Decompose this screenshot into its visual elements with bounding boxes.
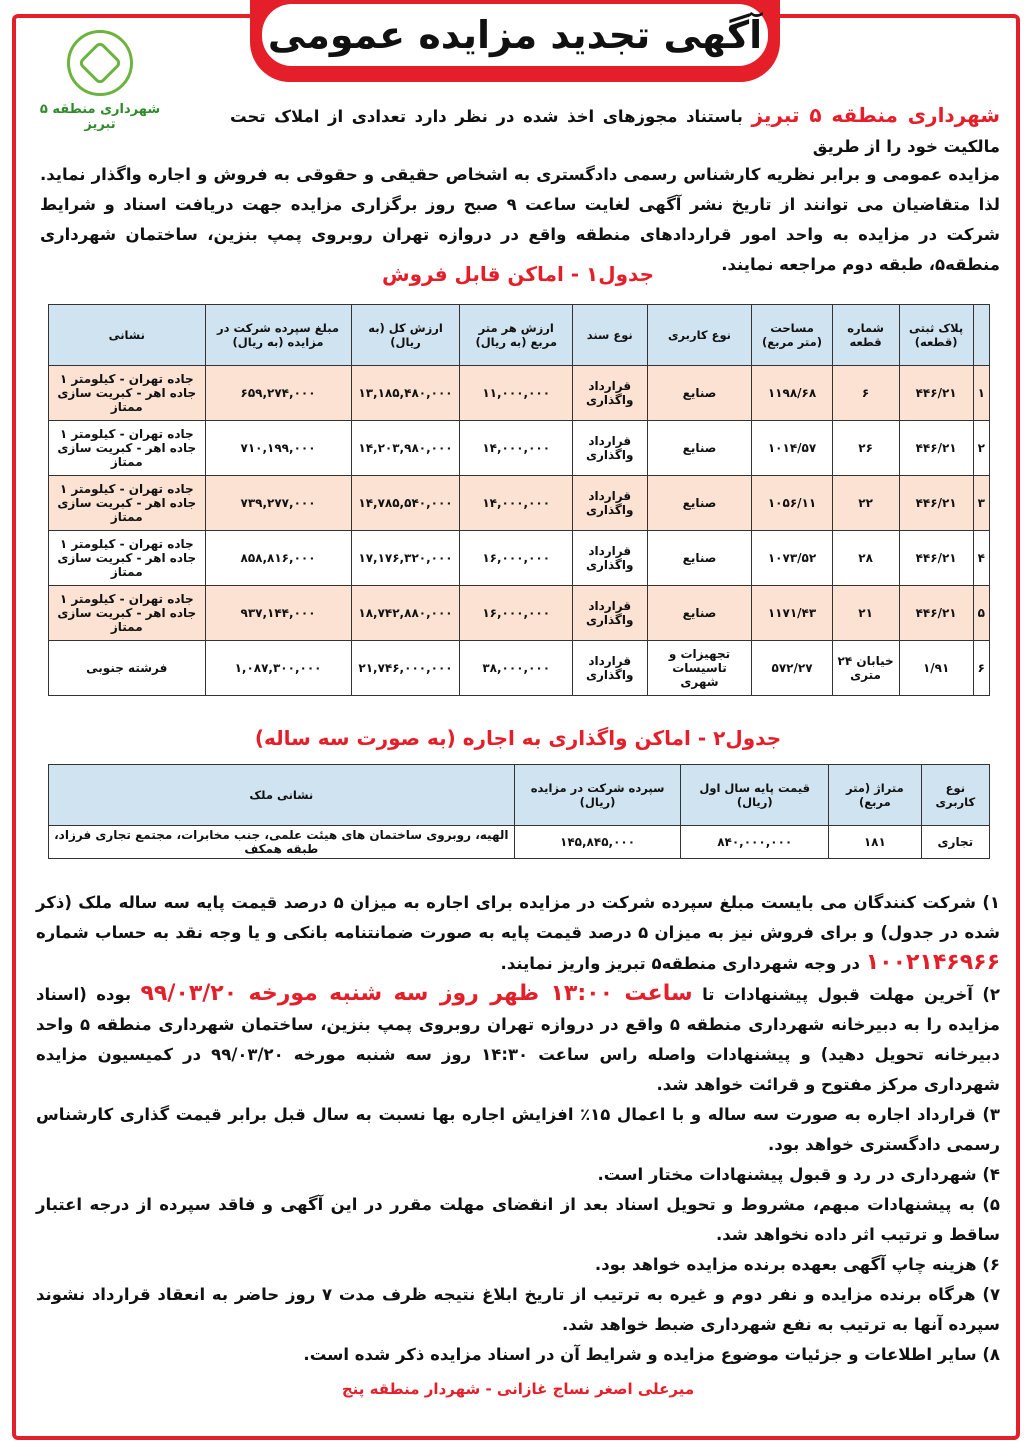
- table-header: سپرده شرکت در مزایده (ریال): [514, 765, 681, 826]
- note-5: ۵) به پیشنهادات مبهم، مشروط و تحویل اسناد بعد از انقضای مهلت مقرر در این آگهی و فاقد سپرده از درجه اعتبار ساقط و ترتیب اثر داده نخواهد شد.: [36, 1195, 1000, 1244]
- table-cell: تجهیزات و تاسیسات شهری: [647, 641, 752, 696]
- table-cell: ۱۴,۲۰۳,۹۸۰,۰۰۰: [351, 421, 460, 476]
- table-row: [49, 826, 990, 859]
- table-cell: ۳: [973, 476, 989, 531]
- table-cell: ۱,۰۸۷,۳۰۰,۰۰۰: [205, 641, 351, 696]
- table-cell: ۸۵۸,۸۱۶,۰۰۰: [205, 531, 351, 586]
- table-cell: قرارداد واگذاری: [572, 366, 647, 421]
- table-cell: ۴۴۶/۲۱: [899, 421, 973, 476]
- table-cell: ۱۳,۱۸۵,۴۸۰,۰۰۰: [351, 366, 460, 421]
- table-cell: تجاری: [921, 826, 989, 859]
- table1: [48, 304, 990, 696]
- table-header: متراژ (متر مربع): [829, 765, 922, 826]
- table-header: نشانی ملک: [49, 765, 515, 826]
- table-cell: ۴۴۶/۲۱: [899, 586, 973, 641]
- table-cell: ۱۱,۰۰۰,۰۰۰: [460, 366, 572, 421]
- note-4: ۴) شهرداری در رد و قبول پیشنهادات مختار است.: [597, 1165, 1000, 1184]
- table-cell: ۱۸,۷۴۲,۸۸۰,۰۰۰: [351, 586, 460, 641]
- table-cell: ۴۴۶/۲۱: [899, 366, 973, 421]
- table2-title: جدول۲ - اماکن واگذاری به اجاره (به صورت سه ساله): [254, 726, 782, 750]
- table-cell: ۱۰۵۶/۱۱: [752, 476, 832, 531]
- table-cell: ۱۴۵,۸۴۵,۰۰۰: [514, 826, 681, 859]
- note-8: ۸) سایر اطلاعات و جزئیات موضوع مزایده و شرایط آن در اسناد مزایده ذکر شده است.: [303, 1345, 1000, 1364]
- table-cell: ۴۴۶/۲۱: [899, 531, 973, 586]
- table-cell: ۱۴,۰۰۰,۰۰۰: [460, 421, 572, 476]
- table-cell: ۷۱۰,۱۹۹,۰۰۰: [205, 421, 351, 476]
- table-row: [49, 641, 990, 696]
- table-cell: ۶: [973, 641, 989, 696]
- table-cell: ۱۱۹۸/۶۸: [752, 366, 832, 421]
- table-header: مبلغ سپرده شرکت در مزایده (به ریال): [205, 305, 351, 366]
- table-row: [49, 586, 990, 641]
- intro-paragraph: [230, 100, 1000, 162]
- table-cell: ۱۶,۰۰۰,۰۰۰: [460, 531, 572, 586]
- table-cell: ۱۸۱: [829, 826, 922, 859]
- table-header: قیمت پایه سال اول (ریال): [681, 765, 829, 826]
- municipality-logo: [30, 30, 170, 130]
- table-cell: ۱۰۷۳/۵۲: [752, 531, 832, 586]
- table-header: ارزش کل (به ریال): [351, 305, 460, 366]
- note-3: ۳) قرارداد اجاره به صورت سه ساله و با اعمال ۱۵٪ افزایش اجاره بها نسبت به سال قبل برابر قیمت گذاری کارشناس رسمی دادگستری خواهد بود.: [36, 1105, 1000, 1154]
- notes: [36, 888, 1000, 1370]
- table-cell: ۵۷۲/۲۷: [752, 641, 832, 696]
- note-2: ۲) آخرین مهلت قبول پیشنهادات تا ساعت ۱۳:۰۰ ظهر روز سه شنبه مورخه ۹۹/۰۳/۲۰ بوده (اسناد مزایده را به دبیرخانه شهرداری منطقه ۵ واقع در دروازه تهران روبروی پمپ بنزین، ساختمان شهرداری منطقه ۵ واحد دبیرخانه تحویل دهید) و پیشنهادات واصله راس ساعت ۱۴:۳۰ روز سه شنبه مورخه ۹۹/۰۳/۲۰ در کمیسیون مزایده شهرداری مرکز مفتوح و قرائت خواهد شد.: [36, 981, 1000, 1094]
- intro-lead: شهرداری منطقه ۵ تبریز: [751, 103, 1000, 127]
- table-cell: جاده تهران - کیلومتر ۱ جاده اهر - کبریت سازی ممتاز: [49, 531, 206, 586]
- table1-title: جدول۱ - اماکن قابل فروش: [381, 262, 655, 286]
- note-1: ۱) شرکت کنندگان می بایست مبلغ سپرده شرکت در مزایده برای اجاره به میزان ۵ درصد قیمت پایه سه ساله ملک (ذکر شده در جدول) و برای فروش نیز به میزان ۵ درصد قیمت پایه به صورت ضمانتنامه بانکی و یا وجه نقد به حساب شماره ۱۰۰۲۱۴۶۹۶۶ در وجه شهرداری منطقه۵ تبریز واریز نمایند.: [36, 893, 1001, 975]
- table-header: نشانی: [49, 305, 206, 366]
- table-cell: ۱۶,۰۰۰,۰۰۰: [460, 586, 572, 641]
- table-cell: ۱۴,۷۸۵,۵۴۰,۰۰۰: [351, 476, 460, 531]
- table-cell: جاده تهران - کیلومتر ۱ جاده اهر - کبریت سازی ممتاز: [49, 366, 206, 421]
- table-cell: فرشته جنوبی: [49, 641, 206, 696]
- table-header: [973, 305, 989, 366]
- table-header: نوع کاربری: [647, 305, 752, 366]
- table-header: نوع کاربری: [921, 765, 989, 826]
- table-cell: صنایع: [647, 366, 752, 421]
- logo-text: شهرداری منطقه ۵ تبریز: [39, 102, 161, 132]
- table2: [48, 764, 990, 859]
- signature: میرعلی اصغر نساج غازانی - شهردار منطقه پنج: [341, 1380, 695, 1398]
- account-number: ۱۰۰۲۱۴۶۹۶۶: [865, 950, 1000, 975]
- table-cell: جاده تهران - کیلومتر ۱ جاده اهر - کبریت سازی ممتاز: [49, 586, 206, 641]
- table-header: مساحت (متر مربع): [752, 305, 832, 366]
- table-cell: صنایع: [647, 421, 752, 476]
- table-cell: ۳۸,۰۰۰,۰۰۰: [460, 641, 572, 696]
- table-cell: قرارداد واگذاری: [572, 476, 647, 531]
- table-cell: ۲۱: [832, 586, 899, 641]
- table-cell: جاده تهران - کیلومتر ۱ جاده اهر - کبریت سازی ممتاز: [49, 476, 206, 531]
- note-6: ۶) هزینه چاپ آگهی بعهده برنده مزایده خواهد بود.: [594, 1255, 1000, 1274]
- table-cell: ۸۴۰,۰۰۰,۰۰۰: [681, 826, 829, 859]
- table-cell: قرارداد واگذاری: [572, 421, 647, 476]
- table-cell: ۴: [973, 531, 989, 586]
- table-row: [49, 366, 990, 421]
- table-cell: ۹۳۷,۱۴۴,۰۰۰: [205, 586, 351, 641]
- table-cell: ۷۳۹,۲۷۷,۰۰۰: [205, 476, 351, 531]
- table-cell: ۱۴,۰۰۰,۰۰۰: [460, 476, 572, 531]
- table-cell: ۲۲: [832, 476, 899, 531]
- table-header: پلاک ثبتی (قطعه): [899, 305, 973, 366]
- intro-line1: باستناد مجوزهای اخذ شده در نظر دارد تعدادی از املاک تحت مالکیت خود را از طریق: [230, 107, 1000, 156]
- table-cell: صنایع: [647, 531, 752, 586]
- table-row: [49, 421, 990, 476]
- table-row: [49, 476, 990, 531]
- table-cell: ۲۸: [832, 531, 899, 586]
- table-cell: ۱۱۷۱/۴۳: [752, 586, 832, 641]
- intro-rest: مزایده عمومی و برابر نظریه کارشناس رسمی دادگستری به اشخاص حقیقی و حقوقی به فروش و اجاره واگذار نماید. لذا متقاضیان می توانند از تاریخ نشر آگهی لغایت ساعت ۹ صبح روز برگزاری مزایده جهت دریافت اسناد و شرایط شرکت در مزایده به واحد امور قراردادهای منطقه واقع در دروازه تهران روبروی پمپ بنزین، ساختمان شهرداری منطقه۵، طبقه دوم مراجعه نمایند.: [40, 165, 1001, 274]
- table-cell: ۴۴۶/۲۱: [899, 476, 973, 531]
- table-cell: ۵: [973, 586, 989, 641]
- deadline: ساعت ۱۳:۰۰ ظهر روز سه شنبه مورخه ۹۹/۰۳/۲۰: [140, 981, 693, 1006]
- table-cell: ۶: [832, 366, 899, 421]
- table-cell: قرارداد واگذاری: [572, 586, 647, 641]
- table-cell: قرارداد واگذاری: [572, 531, 647, 586]
- table-row: [49, 531, 990, 586]
- table-cell: ۲۶: [832, 421, 899, 476]
- table-cell: ۱۰۱۴/۵۷: [752, 421, 832, 476]
- table-cell: الهیه، روبروی ساختمان های هیئت علمی، جنب مخابرات، مجتمع تجاری فرزاد، طبقه همکف: [49, 826, 515, 859]
- table-cell: ۱: [973, 366, 989, 421]
- table-cell: جاده تهران - کیلومتر ۱ جاده اهر - کبریت سازی ممتاز: [49, 421, 206, 476]
- table-header: ارزش هر متر مربع (به ریال): [460, 305, 572, 366]
- table-cell: ۶۵۹,۲۷۴,۰۰۰: [205, 366, 351, 421]
- table-cell: صنایع: [647, 586, 752, 641]
- table-cell: قرارداد واگذاری: [572, 641, 647, 696]
- table-cell: ۲۱,۷۴۶,۰۰۰,۰۰۰: [351, 641, 460, 696]
- table-header: شماره قطعه: [832, 305, 899, 366]
- page-title: آگهی تجدید مزایده عمومی: [262, 4, 768, 66]
- table-cell: خیابان ۲۴ متری: [832, 641, 899, 696]
- table-cell: ۲: [973, 421, 989, 476]
- table-header: نوع سند: [572, 305, 647, 366]
- logo-emblem-icon: [67, 30, 133, 96]
- table-cell: ۱۷,۱۷۶,۳۲۰,۰۰۰: [351, 531, 460, 586]
- table-cell: صنایع: [647, 476, 752, 531]
- table-cell: ۱/۹۱: [899, 641, 973, 696]
- note-7: ۷) هرگاه برنده مزایده و نفر دوم و غیره به ترتیب از تاریخ ابلاغ نتیجه ظرف مدت ۷ روز حاضر به انعقاد قرارداد نشوند سپرده آنها به ترتیب به نفع شهرداری ضبط خواهد شد.: [36, 1285, 1001, 1334]
